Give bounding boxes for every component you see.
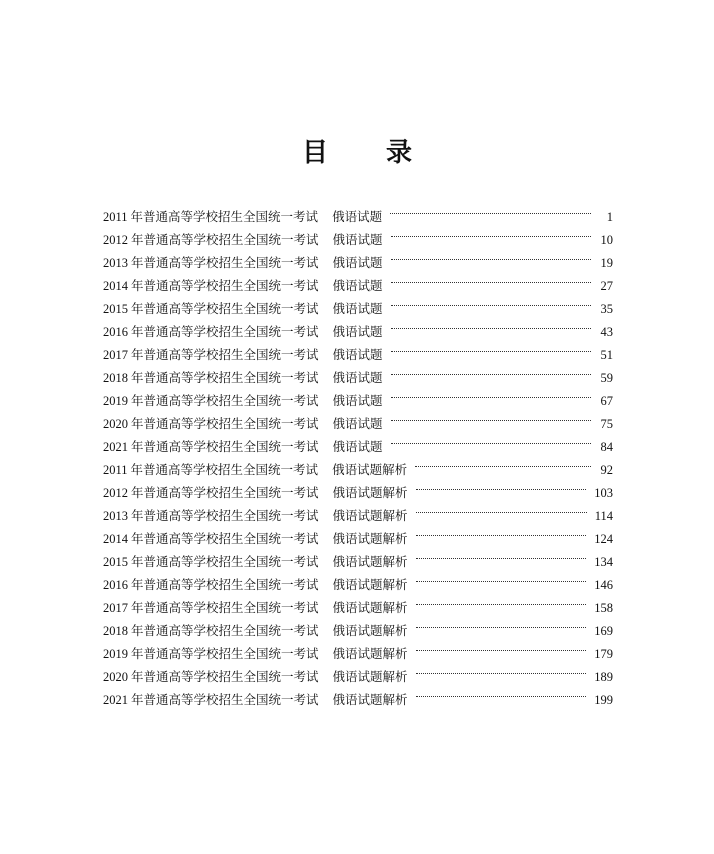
entry-exam: 年普通高等学校招生全国统一考试	[131, 255, 319, 270]
entry-subject: 俄语试题解析	[332, 692, 408, 707]
entry-subject: 俄语试题	[332, 301, 383, 316]
entry-subject: 俄语试题	[332, 278, 383, 293]
entry-year: 2011	[103, 463, 128, 477]
entry-page-number: 146	[594, 578, 613, 592]
entry-page-number: 158	[594, 601, 613, 615]
dot-leader	[414, 658, 589, 681]
entry-year: 2018	[103, 624, 128, 638]
entry-subject: 俄语试题解析	[332, 646, 408, 661]
entry-subject: 俄语试题解析	[332, 623, 408, 638]
entry-exam: 年普通高等学校招生全国统一考试	[131, 393, 319, 408]
entry-exam: 年普通高等学校招生全国统一考试	[131, 577, 319, 592]
dot-leader	[388, 198, 593, 221]
entry-page-number: 35	[600, 302, 613, 316]
entry-year: 2021	[103, 693, 128, 707]
entry-year: 2012	[103, 233, 128, 247]
table-of-contents	[103, 198, 613, 707]
entry-page-number: 84	[600, 440, 613, 454]
entry-page-number: 51	[600, 348, 613, 362]
entry-page-number: 103	[594, 486, 613, 500]
entry-page-number: 75	[600, 417, 613, 431]
entry-exam: 年普通高等学校招生全国统一考试	[131, 508, 319, 523]
entry-year: 2015	[103, 555, 128, 569]
entry-exam: 年普通高等学校招生全国统一考试	[131, 301, 319, 316]
entry-subject: 俄语试题	[332, 347, 383, 362]
toc-entry[interactable]	[103, 198, 613, 224]
entry-exam: 年普通高等学校招生全国统一考试	[131, 485, 319, 500]
entry-exam: 年普通高等学校招生全国统一考试	[131, 347, 319, 362]
dot-leader	[414, 681, 589, 704]
entry-year: 2012	[103, 486, 128, 500]
entry-subject: 俄语试题	[332, 324, 383, 339]
entry-exam: 年普通高等学校招生全国统一考试	[131, 600, 319, 615]
entry-subject: 俄语试题	[332, 439, 383, 454]
entry-page-number: 67	[600, 394, 613, 408]
entry-year: 2011	[103, 210, 128, 224]
page-title: 目录	[301, 138, 470, 168]
dot-leader	[389, 290, 593, 313]
entry-year: 2020	[103, 417, 128, 431]
entry-page-number: 114	[594, 509, 613, 523]
dot-leader	[414, 497, 589, 520]
entry-exam: 年普通高等学校招生全国统一考试	[131, 370, 319, 385]
entry-page-number: 59	[600, 371, 613, 385]
entry-year: 2013	[103, 509, 128, 523]
dot-leader	[389, 405, 593, 428]
dot-leader	[389, 428, 593, 451]
entry-subject: 俄语试题解析	[332, 669, 408, 684]
dot-leader	[414, 612, 589, 635]
entry-exam: 年普通高等学校招生全国统一考试	[131, 646, 319, 661]
entry-page-number: 134	[594, 555, 613, 569]
entry-subject: 俄语试题	[332, 232, 383, 247]
entry-year: 2015	[103, 302, 128, 316]
entry-page-number: 124	[594, 532, 613, 546]
entry-subject: 俄语试题	[332, 416, 383, 431]
entry-page-number: 19	[600, 256, 613, 270]
entry-year: 2020	[103, 670, 128, 684]
entry-exam: 年普通高等学校招生全国统一考试	[131, 531, 319, 546]
dot-leader	[389, 244, 593, 267]
entry-exam: 年普通高等学校招生全国统一考试	[131, 324, 319, 339]
entry-year: 2016	[103, 325, 128, 339]
entry-subject: 俄语试题	[332, 370, 383, 385]
entry-exam: 年普通高等学校招生全国统一考试	[131, 278, 319, 293]
entry-exam: 年普通高等学校招生全国统一考试	[131, 554, 319, 569]
entry-subject: 俄语试题解析	[332, 531, 408, 546]
entry-page-number: 1	[606, 210, 613, 224]
entry-subject: 俄语试题	[332, 209, 383, 224]
dot-leader	[413, 451, 593, 474]
entry-year: 2014	[103, 279, 128, 293]
dot-leader	[389, 336, 593, 359]
entry-year: 2013	[103, 256, 128, 270]
entry-page-number: 10	[600, 233, 613, 247]
entry-year: 2017	[103, 348, 128, 362]
dot-leader	[414, 520, 589, 543]
entry-subject: 俄语试题解析	[332, 462, 408, 477]
entry-exam: 年普通高等学校招生全国统一考试	[131, 623, 319, 638]
entry-subject: 俄语试题	[332, 255, 383, 270]
entry-year: 2021	[103, 440, 128, 454]
entry-subject: 俄语试题解析	[332, 485, 408, 500]
dot-leader	[389, 221, 593, 244]
entry-page-number: 92	[600, 463, 613, 477]
dot-leader	[389, 313, 593, 336]
entry-exam: 年普通高等学校招生全国统一考试	[130, 462, 319, 477]
dot-leader	[389, 382, 593, 405]
entry-page-number: 179	[594, 647, 613, 661]
entry-exam: 年普通高等学校招生全国统一考试	[131, 439, 319, 454]
dot-leader	[414, 543, 589, 566]
entry-subject: 俄语试题解析	[332, 600, 408, 615]
dot-leader	[414, 635, 589, 658]
dot-leader	[414, 474, 589, 497]
entry-subject: 俄语试题解析	[332, 554, 408, 569]
dot-leader	[414, 589, 589, 612]
entry-exam: 年普通高等学校招生全国统一考试	[131, 232, 319, 247]
entry-year: 2017	[103, 601, 128, 615]
entry-subject: 俄语试题解析	[332, 577, 408, 592]
entry-subject: 俄语试题	[332, 393, 383, 408]
entry-page-number: 27	[600, 279, 613, 293]
dot-leader	[389, 267, 593, 290]
entry-year: 2018	[103, 371, 128, 385]
entry-year: 2016	[103, 578, 128, 592]
entry-exam: 年普通高等学校招生全国统一考试	[131, 692, 319, 707]
entry-year: 2019	[103, 394, 128, 408]
entry-year: 2014	[103, 532, 128, 546]
entry-exam: 年普通高等学校招生全国统一考试	[131, 416, 319, 431]
entry-page-number: 199	[594, 693, 613, 707]
dot-leader	[414, 566, 589, 589]
entry-page-number: 169	[594, 624, 613, 638]
dot-leader	[389, 359, 593, 382]
entry-subject: 俄语试题解析	[332, 508, 408, 523]
entry-year: 2019	[103, 647, 128, 661]
entry-page-number: 43	[600, 325, 613, 339]
entry-exam: 年普通高等学校招生全国统一考试	[131, 669, 319, 684]
entry-exam: 年普通高等学校招生全国统一考试	[130, 209, 319, 224]
entry-page-number: 189	[594, 670, 613, 684]
